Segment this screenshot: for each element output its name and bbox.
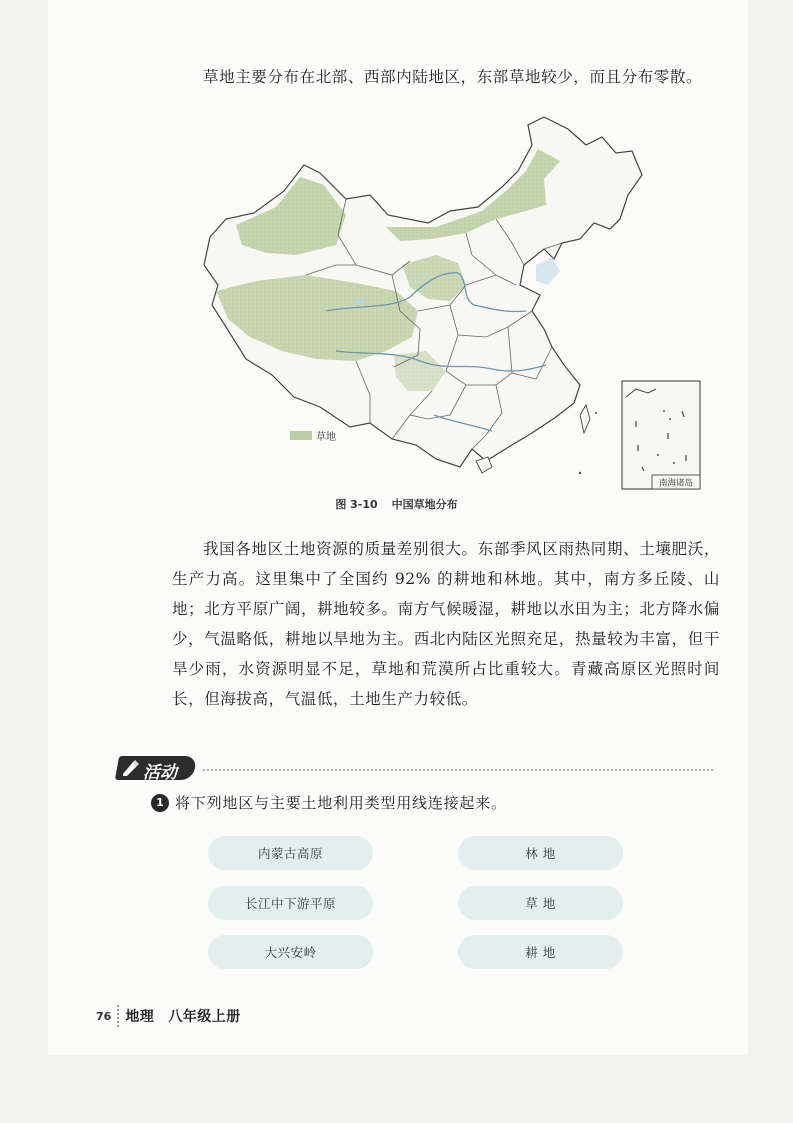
footer-separator <box>117 1005 119 1027</box>
intro-paragraph: 草地主要分布在北部、西部内陆地区，东部草地较少，而且分布零散。 <box>203 68 703 86</box>
question-number: 1 <box>151 794 169 812</box>
landtype-grassland[interactable]: 草 地 <box>458 886 623 920</box>
land-quality-paragraph: 我国各地区土地资源的质量差别很大。东部季风区雨热同期、土壤肥沃，生产力高。这里集中了全国约 92% 的耕地和林地。其中，南方多丘陵、山地；北方平原广阔，耕地较多。南方气候暖湿，耕地以水田为主；北方降水偏少，气温略低，耕地以旱地为主。西北内陆区光照充足，热量较为丰富，但干旱少雨，水资源明显不足，草地和荒漠所占比重较大。青藏高原区光照时间长，但海拔高，气温低，土地生产力较低。 <box>172 540 720 708</box>
activity-divider <box>203 769 713 771</box>
bohai-sea <box>536 257 560 285</box>
footer-book: 八年级上册 <box>168 1009 241 1025</box>
taiwan-island <box>580 405 590 433</box>
region-greater-khingan[interactable]: 大兴安岭 <box>208 935 373 969</box>
question-text: 将下列地区与主要土地利用类型用线连接起来。 <box>175 794 507 812</box>
page-footer <box>96 1005 241 1027</box>
grassland-swatch <box>290 431 312 440</box>
activity-question <box>151 792 507 813</box>
page-number: 76 <box>96 1009 112 1023</box>
activity-label: 活动 <box>143 763 177 783</box>
footer-title <box>125 1006 241 1026</box>
landtype-farmland[interactable]: 耕 地 <box>458 935 623 969</box>
china-grassland-map <box>196 115 706 493</box>
caption-title: 中国草地分布 <box>391 498 458 511</box>
legend-label: 草地 <box>316 432 336 443</box>
activity-header <box>117 752 717 782</box>
pencil-icon <box>121 758 141 778</box>
south-china-sea-inset <box>622 381 700 489</box>
figure-caption <box>0 496 793 512</box>
footer-subject: 地理 <box>125 1009 155 1025</box>
map-legend <box>290 428 336 443</box>
inset-label: 南海诸岛 <box>658 478 694 489</box>
landtype-forest[interactable]: 林 地 <box>458 836 623 870</box>
qinghai-lake <box>355 298 365 304</box>
region-yangtze-plain[interactable]: 长江中下游平原 <box>208 886 373 920</box>
caption-number: 图 3-10 <box>335 498 378 511</box>
region-inner-mongolia[interactable]: 内蒙古高原 <box>208 836 373 870</box>
